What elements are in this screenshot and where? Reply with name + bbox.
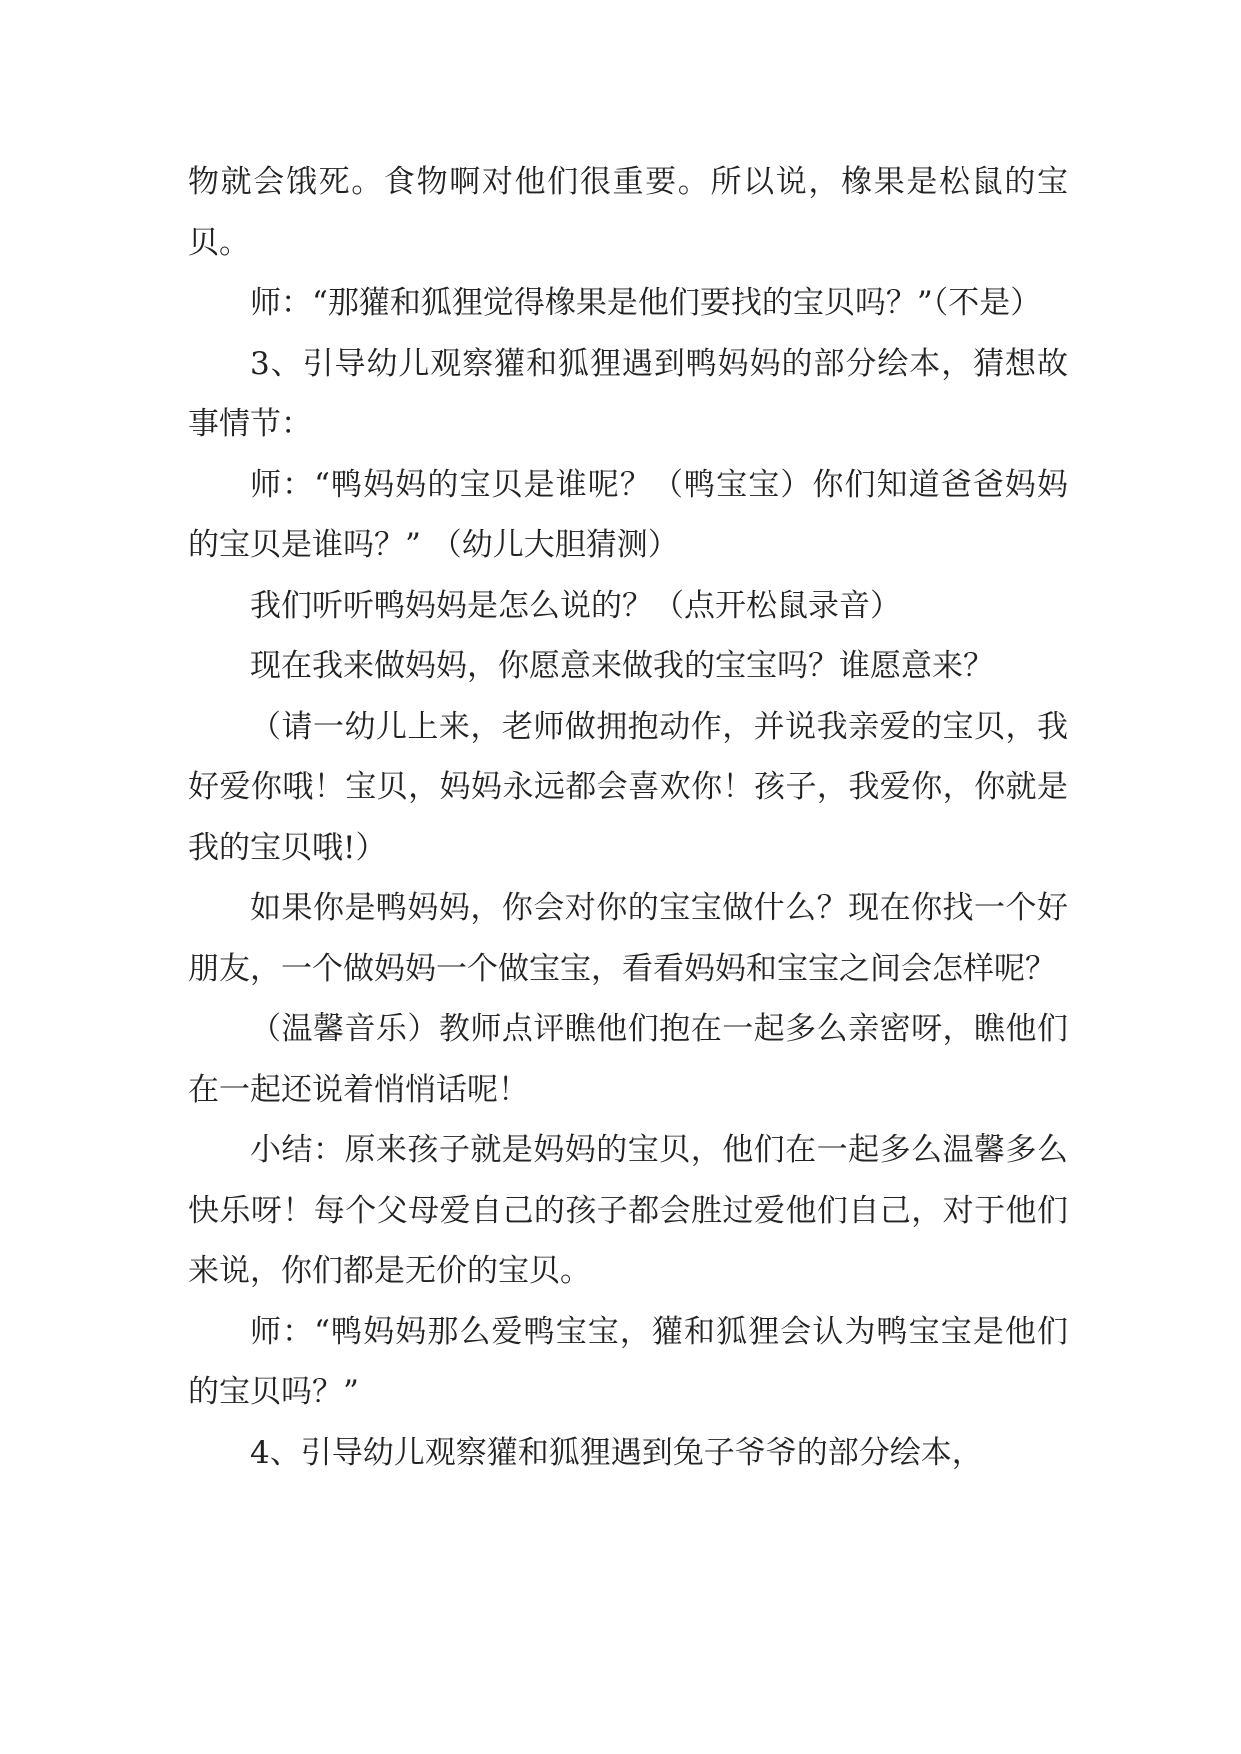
paragraph-1: 物就会饿死。食物啊对他们很重要。所以说，橡果是松鼠的宝贝。 [188,164,1068,261]
paragraph-6: 现在我来做妈妈，你愿意来做我的宝宝吗？谁愿意来？ [250,648,994,684]
paragraph-10: 小结：原来孩子就是妈妈的宝贝，他们在一起多么温馨多么快乐呀！每个父母爱自己的孩子都会胜过爱他们自己，对于他们来说，你们都是无价的宝贝。 [188,1132,1068,1289]
paragraph-8: 如果你是鸭妈妈，你会对你的宝宝做什么？现在你找一个好朋友，一个做妈妈一个做宝宝，看看妈妈和宝宝之间会怎样呢？ [188,890,1068,987]
paragraph-12: 4、引导幼儿观察獾和狐狸遇到兔子爷爷的部分绘本， [250,1434,983,1471]
paragraph-5: 我们听听鸭妈妈是怎么说的？（点开松鼠录音） [250,587,901,624]
paragraph-2: 师：“那獾和狐狸觉得橡果是他们要找的宝贝吗？”（不是） [250,285,1042,321]
paragraph-4: 师：“鸭妈妈的宝贝是谁呢？（鸭宝宝）你们知道爸爸妈妈的宝贝是谁吗？” （幼儿大胆猜测） [188,466,1068,563]
document-body [188,152,1068,1483]
paragraph-11: 师：“鸭妈妈那么爱鸭宝宝，獾和狐狸会认为鸭宝宝是他们的宝贝吗？” [188,1313,1068,1410]
paragraph-7: （请一幼儿上来，老师做拥抱动作，并说我亲爱的宝贝，我好爱你哦！宝贝，妈妈永远都会喜欢你！孩子，我爱你，你就是我的宝贝哦!） [188,708,1068,866]
paragraph-3: 3、引导幼儿观察獾和狐狸遇到鸭妈妈的部分绘本，猜想故事情节： [188,345,1068,442]
paragraph-9: （温馨音乐）教师点评瞧他们抱在一起多么亲密呀，瞧他们在一起还说着悄悄话呢！ [188,1011,1068,1108]
